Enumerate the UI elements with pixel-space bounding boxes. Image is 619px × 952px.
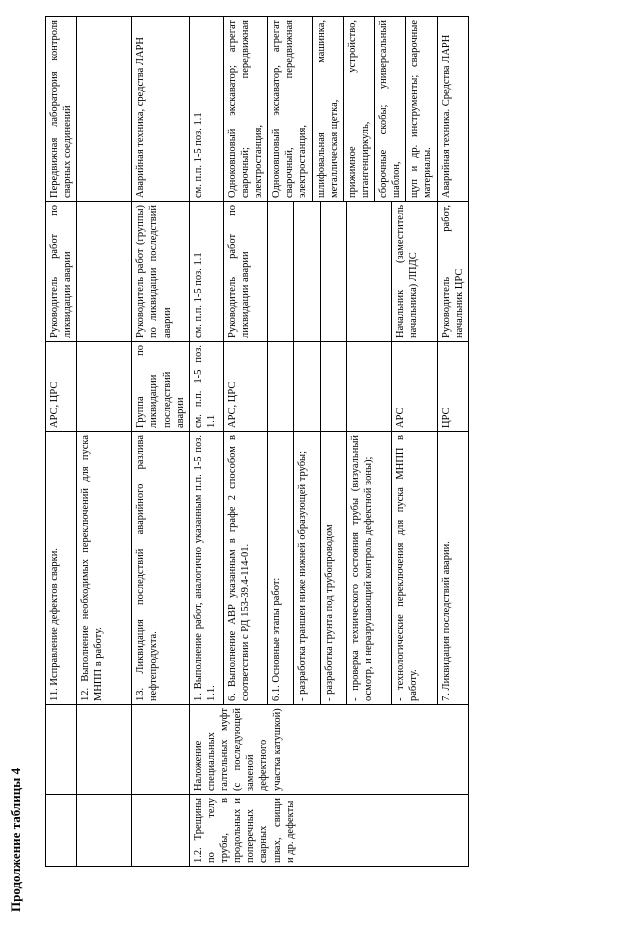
equipment-line: шлифовальная машинка, металлическая щетка, (313, 17, 344, 201)
cell-responsible (77, 202, 132, 342)
cell-work: 13. Ликвидация последствий аварийного разлива нефтепродукта. (132, 432, 190, 705)
cell-method (132, 705, 190, 795)
cell-method: Наложение специальных галтельных муфт (с последующей заменой дефектного участка катушкой) (189, 705, 468, 795)
cell-responsible: Руководитель работ по ликвидации аварии (223, 202, 267, 342)
table-row (77, 17, 132, 867)
cell-executor: ЦРС (437, 342, 468, 432)
equipment-line: щуп и др. инструменты; сварочные материалы. (409, 20, 434, 198)
cell-defect (77, 795, 132, 867)
cell-work: - разработка траншеи ниже нижней образующей трубы; (294, 432, 320, 705)
equipment-line: сборочные скобы; универсальный шаблон, (375, 17, 406, 201)
cell-equipment: Передвижная лаборатория контроля сварных соединений (46, 17, 77, 202)
cell-defect (46, 795, 77, 867)
cell-work: 11. Исправление дефектов сварки. (46, 432, 77, 705)
cell-executor (320, 342, 346, 432)
cell-executor (346, 342, 391, 432)
cell-responsible (294, 202, 320, 342)
cell-responsible (320, 202, 346, 342)
cell-work: 12. Выполнение необходимых переключений для пуска МНПП в работу. (77, 432, 132, 705)
cell-work: 7. Ликвидация последствий аварии. (437, 432, 468, 705)
cell-executor: Группа по ликвидации последствий аварии (132, 342, 190, 432)
cell-responsible: см. п.п. 1-5 поз. 1.1 (189, 202, 223, 342)
table-row (132, 17, 190, 867)
cell-method (77, 705, 132, 795)
cell-equipment (77, 17, 132, 202)
cell-equipment: Одноковшовый экскаватор; агрегат сварочный; передвижная электростанция, (223, 17, 267, 202)
cell-executor: АРС, ЦРС (46, 342, 77, 432)
cell-equipment-group (268, 17, 437, 202)
cell-equipment: см. п.п. 1-5 поз. 1.1 (189, 17, 223, 202)
cell-work: 6. Выполнение АВР указанным в графе 2 способом в соответствии с РД 153-39.4-114-01. (223, 432, 267, 705)
cell-executor: АРС, ЦРС (223, 342, 267, 432)
table-row (46, 17, 77, 867)
cell-responsible: Руководитель работ по ликвидации аварии (46, 202, 77, 342)
cell-responsible (346, 202, 391, 342)
cell-equipment: Аварийная техника. Средства ЛАРН (437, 17, 468, 202)
cell-method (46, 705, 77, 795)
cell-executor (294, 342, 320, 432)
data-table (45, 16, 469, 867)
cell-work: 6.1. Основные этапы работ: (268, 432, 294, 705)
cell-responsible: Начальник (заместитель начальника) ЛПДС (392, 202, 437, 342)
cell-equipment: Аварийная техника, средства ЛАРН (132, 17, 190, 202)
cell-executor (268, 342, 294, 432)
table-caption: Продолжение таблицы 4 (8, 767, 23, 912)
cell-work: 1. Выполнение работ, аналогично указанным п.п. 1-5 поз. 1.1. (189, 432, 223, 705)
equipment-line: прижимное устройство, штангенциркуль, (344, 17, 375, 201)
cell-responsible (268, 202, 294, 342)
cell-responsible: Руководитель работ (группы) по ликвидации последствий аварии (132, 202, 190, 342)
cell-responsible: Руководитель работ, начальник ЦРС (437, 202, 468, 342)
cell-defect: 1.2. Трещины по телу трубы, в продольных и поперечных сварных швах, свищи и др. дефекты (189, 795, 468, 867)
cell-work: - технологические переключения для пуска МНПП в работу. (392, 432, 437, 705)
cell-executor (77, 342, 132, 432)
cell-executor: АРС (392, 342, 437, 432)
cell-work: - проверка технического состояния трубы (визуальный осмотр, и неразрушающий контроль дефектной зоны); (346, 432, 391, 705)
cell-work: - разработка грунта под трубопроводом (320, 432, 346, 705)
equipment-line: Одноковшовый экскаватор, агрегат сварочный, передвижная электростанция, (268, 17, 312, 201)
cell-defect (132, 795, 190, 867)
table-row (189, 17, 223, 867)
cell-executor: см. п.п. 1-5 поз. 1.1 (189, 342, 223, 432)
